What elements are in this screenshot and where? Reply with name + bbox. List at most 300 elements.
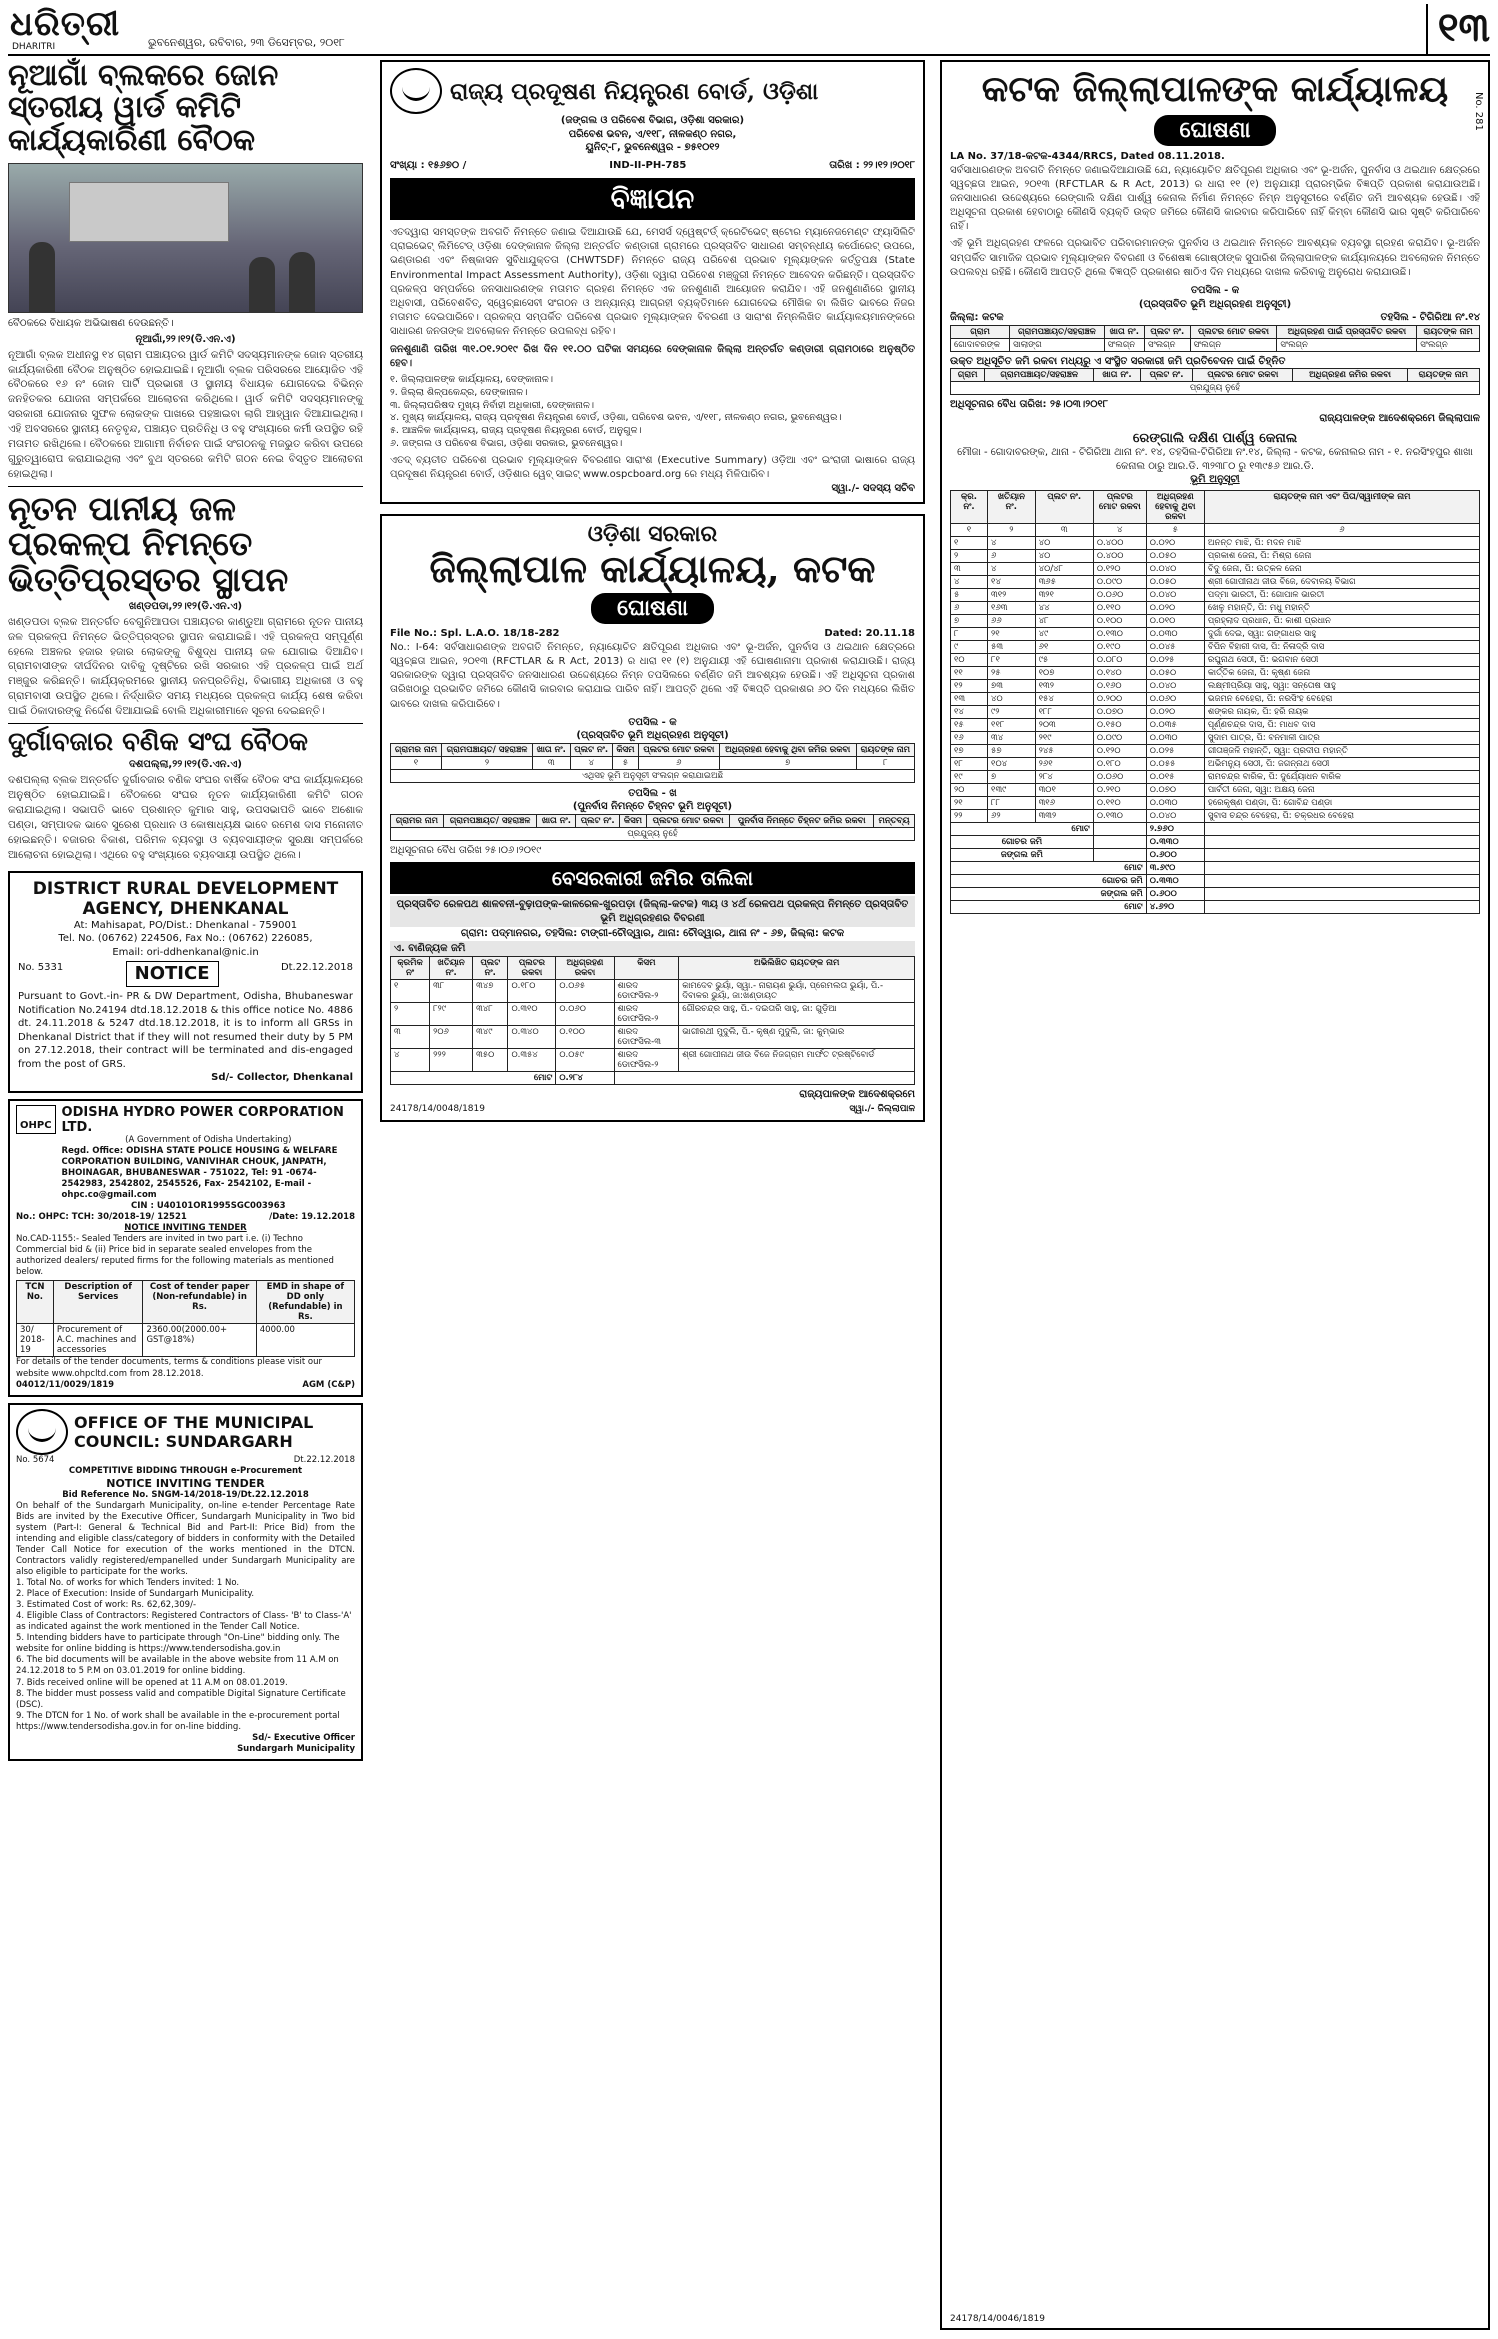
table-cell: ୨୧୯: [1035, 731, 1093, 744]
table-cell: ଭାଗୀରଥୀ ମୁଦୁଲି, ପି.- କୃଷ୍ଣ ମୁଦୁଲି, ଜା: କୁମ୍ଭାର: [679, 1026, 915, 1049]
table-cell: ଜଙ୍ଗଲ ଜମି: [951, 848, 1094, 861]
table-cell: ୪: [391, 1049, 430, 1072]
table-cell: ୦.୩୪୦: [508, 1026, 556, 1049]
table-cell: ୭: [988, 770, 1036, 783]
newspaper-logo: ଧରିତ୍ରୀ: [10, 4, 121, 44]
table-cell: ୦.୦୫୦: [1146, 549, 1204, 562]
table-cell: ଖେଳୁ ମହାନ୍ତି, ପି: ମଧୁ ମହାନ୍ତି: [1204, 601, 1479, 614]
c3-th: ଗ୍ରାମ: [951, 325, 1010, 338]
table-row: [17, 1324, 355, 1357]
table-cell: ୬: [951, 601, 988, 614]
table-cell: ୮୮: [988, 796, 1036, 809]
story2-body: ଖଣ୍ଡପଡା ବ୍ଲକ ଅନ୍ତର୍ଗତ ବେଗୁନିଆପଡା ପଞ୍ଚାୟତର କାଣ୍ଡୁଆ ଗ୍ରାମରେ ନୂତନ ପାନୀୟ ଜଳ ପ୍ରକଳ୍ପ ନିମନ୍ତେ ଭିତ୍ତିପ୍ରସ୍ତର ସ୍ଥାପନ କରାଯାଇଛି। ଏହି ପ୍ରକଳ୍ପ ସମ୍ପୂର୍ଣ୍ଣ ହେଲେ ଅଞ୍ଚଳର ହଜାର ହଜାର ଲୋକଙ୍କୁ ବିଶୁଦ୍ଧ ପାନୀୟ ଜଳ ଯୋଗାଇ ଦିଆଯିବ। ଗ୍ରାମବାସୀଙ୍କ ଦୀର୍ଘଦିନର ଦାବିକୁ ଦୃଷ୍ଟିରେ ରଖି ସରକାର ଏହି ପ୍ରକଳ୍ପ ପାଇଁ ଅର୍ଥ ମଞ୍ଜୁର କରିଛନ୍ତି। କାର୍ଯ୍ୟକ୍ରମରେ ସ୍ଥାନୀୟ ଜନପ୍ରତିନିଧି, ବିଭାଗୀୟ ଅଧିକାରୀ ଓ ବହୁ ଗ୍ରାମବାସୀ ଉପସ୍ଥିତ ଥିଲେ। ନିର୍ଦ୍ଧାରିତ ସମୟ ମଧ୍ୟରେ ପ୍ରକଳ୍ପ କାର୍ଯ୍ୟ ଶେଷ କରିବା ପାଇଁ ଠିକାଦାରଙ୍କୁ ନିର୍ଦ୍ଦେଶ ଦିଆଯାଇଛି ବୋଲି ଅଧିକାରୀମାନେ ସୂଚନା ଦେଇଛନ୍ତି।: [8, 615, 363, 718]
table-cell: ସୁଦାମ ପାତ୍ର, ପି: ବନମାଳୀ ପାତ୍ର: [1204, 731, 1479, 744]
table-cell: [1093, 848, 1146, 861]
c3-valid: ଅଧିସୂଚନାର ବୈଧ ତାରିଖ: ୨୫।୦୩।୨୦୧୮: [950, 399, 1108, 410]
c3-th: ଖାତା ନଂ.: [1104, 325, 1144, 338]
table-cell: ୦.୦୭୦: [1093, 705, 1146, 718]
c3-td: ସଂଲଗ୍ନ: [1145, 338, 1191, 351]
c3-th: ରାୟତଙ୍କ ନାମ: [1417, 325, 1480, 338]
pollution-title: ରାଜ୍ୟ ପ୍ରଦୂଷଣ ନିୟନ୍ତ୍ରଣ ବୋର୍ଡ, ଓଡ଼ିଶା: [450, 77, 819, 105]
audience-figure: [249, 257, 275, 312]
table-cell: ୧୬: [951, 731, 988, 744]
collector-title: ଜିଲ୍ଲାପାଳ କାର୍ଯ୍ୟାଳୟ, କଟକ: [429, 545, 876, 591]
table-cell: ଶାରଦ ଡୋଫସିଲ-୨: [614, 1049, 679, 1072]
table-cell: ୩୪: [988, 731, 1036, 744]
c3-s-th: ଅଧିଗ୍ରହଣ ହେବାକୁ ଥିବା ରକବା: [1146, 490, 1204, 523]
table-row: [951, 601, 1480, 614]
table-a-note: ଏଥିସହ ଭୂମି ଅନୁସୂଚୀ ସଂଲଗ୍ନ କରାଯାଇଅଛି: [391, 769, 915, 782]
c3-b-th: ପ୍ଲଟ ନଂ.: [1140, 369, 1193, 382]
story1-dateline: ନୂଆଗାଁ,୨୨।୧୨(ଡି.ଏନ.ଏ): [135, 333, 236, 345]
land-th: ଅଭିଲିଖିତ ରାୟତଙ୍କ ନାମ: [679, 957, 915, 980]
c3-body2: ଏହି ଭୂମି ଅଧିଗ୍ରହଣ ଫଳରେ ପ୍ରଭାବିତ ପରିବାରମାନଙ୍କ ପୁନର୍ବାସ ଓ ଥଇଥାନ ନିମନ୍ତେ ଆବଶ୍ୟକ ବ୍ୟବସ୍ଥା ଗ୍ରହଣ କରାଯିବ। ଭୂ-ଅର୍ଜନ ସମ୍ପର୍କିତ ସାମାଜିକ ପ୍ରଭାବ ମୂଲ୍ୟାଙ୍କନ ବିବରଣୀ ଓ ବିଶେଷଜ୍ଞ ଗୋଷ୍ଠୀଙ୍କ ସୁପାରିଶ ଜିଲ୍ଲାପାଳଙ୍କ କାର୍ଯ୍ୟାଳୟରେ ଅବଲୋକନ ନିମନ୍ତେ ଉପଲବ୍ଧ ରହିଛି। କୌଣସି ଆପତ୍ତି ଥିଲେ ବିଜ୍ଞପ୍ତି ପ୍ରକାଶର ଷାଠିଏ ଦିନ ମଧ୍ୟରେ ଦାଖଲ କରିବାକୁ ଅନୁରୋଧ କରାଯାଉଛି।: [950, 238, 1480, 278]
sundargarh-sub3: Bid Reference No. SNGM-14/2018-19/Dt.22.12.2018: [62, 1489, 309, 1500]
c3-td: ସାଲାଙ୍ଗ: [1010, 338, 1104, 351]
collector-file-no: File No.: Spl. L.A.O. 18/18-282: [390, 628, 560, 640]
sundargarh-point: 2. Place of Execution: Inside of Sundargarh Municipality.: [16, 1589, 255, 1600]
table-row: [951, 887, 1480, 900]
table-cell: ୪୮: [1035, 614, 1093, 627]
ohpc-th: EMD in shape of DD only (Refundable) in Rs.: [256, 1281, 354, 1324]
c3-schedule: ଭୂମି ଅନୁସୂଚୀ: [1190, 474, 1240, 485]
table-cell: ୦.୧୮୦: [508, 980, 556, 1003]
table-a-num: ୨: [442, 756, 533, 769]
table-cell: ୨: [951, 549, 988, 562]
table-cell: [1204, 861, 1479, 874]
table-cell: ୦.୦୫୦: [1146, 575, 1204, 588]
sundargarh-point: 3. Estimated Cost of work: Rs. 62,62,309/-: [16, 1600, 197, 1611]
table-cell: ଗୋଚର ଜମି: [951, 835, 1094, 848]
c3-side-no: No. 281: [1473, 92, 1484, 131]
table-row: [951, 731, 1480, 744]
table-cell: ୦.୦୬୦: [556, 1003, 614, 1026]
table-row: [951, 770, 1480, 783]
table-cell: ୦.୦୪୫: [1146, 640, 1204, 653]
c3-b-th: ରାୟତଙ୍କ ନାମ: [1407, 369, 1479, 382]
table-cell: ୦.୦୭୦: [1146, 783, 1204, 796]
table-cell: ୦.୦୯୦: [1093, 731, 1146, 744]
story3-headline: ଦୁର୍ଗାବଜାର ବଣିକ ସଂଘ ବୈଠକ: [8, 727, 308, 758]
table-cell: ମୋଟ: [951, 861, 1147, 874]
table-row: [391, 1026, 915, 1049]
table-cell: ବିଦୁ ଜେନା, ପି: ଉତ୍କଳ ଜେନା: [1204, 562, 1479, 575]
table-cell: ୦.୦୧୦: [1146, 614, 1204, 627]
ohpc-td: 4000.00: [256, 1324, 354, 1357]
sundargarh-sub1: COMPETITIVE BIDDING THROUGH e-Procurement: [68, 1465, 303, 1476]
c3-b-th: ଗ୍ରାମପଞ୍ଚାୟତ/ସହରାଞ୍ଚଳ: [985, 369, 1094, 382]
table-cell: ୩୬୫: [1035, 575, 1093, 588]
table-row: [951, 900, 1480, 913]
c3-s-num: ୧: [951, 523, 988, 536]
c3-th: ଗ୍ରାମପଞ୍ଚାୟତ/ସହରାଞ୍ଚଳ: [1010, 325, 1104, 338]
table-cell: ୩୪୯: [473, 1026, 508, 1049]
advertisement-banner: ବିଜ୍ଞାପନ: [390, 178, 915, 220]
c3-loc-left: ଜିଲ୍ଲା: କଟକ: [950, 312, 1004, 323]
table-row: [391, 756, 915, 769]
story1-headline: ନୂଆଗାଁ ବ୍ଲକରେ ଜୋନ ସ୍ତରୀୟ ୱାର୍ଡ କମିଟି କାର୍ଯ୍ୟକାରିଣୀ ବୈଠକ: [8, 58, 279, 158]
c3-s-th: ପ୍ଲଟ ନଂ.: [1035, 490, 1093, 523]
table-cell: ୧: [951, 536, 988, 549]
table-cell: ଅଭିମନ୍ୟୁ ସେଠୀ, ପି: ଜଗନ୍ନାଥ ସେଠୀ: [1204, 757, 1479, 770]
table-cell: ୦.୧୨୦: [1093, 562, 1146, 575]
ohpc-table: [16, 1280, 355, 1357]
sundargarh-notice: [8, 1403, 363, 1761]
ohpc-heading: NOTICE INVITING TENDER: [124, 1223, 247, 1234]
table-cell: ୩୦୧: [1035, 783, 1093, 796]
sundargarh-point: 4. Eligible Class of Contractors: Registered Contractors of Class- 'B' to Class-'A' as indicated against the work mentioned in the Tender Call Notice.: [16, 1611, 352, 1633]
sundargarh-point: 5. Intending bidders have to participate through "On-Line" bidding only. The website for online bidding is https://www.tendersodisha.gov.in: [16, 1633, 340, 1655]
table-cell: ପ୍ରକାଶ ଜେନା, ପି: ମିଶ୍ରା ଜେନା: [1204, 549, 1479, 562]
page-number: ୧୩: [1426, 4, 1490, 54]
table-cell: ରାମଚନ୍ଦ୍ର ବାରିକ, ପି: ଦୁର୍ଯ୍ୟୋଧନ ବାରିକ: [1204, 770, 1479, 783]
table-cell: ୩୨୧: [1035, 588, 1093, 601]
table-cell: ୯: [951, 640, 988, 653]
land-total: ୦.୨୮୪: [556, 1072, 614, 1085]
table-a-th: ପ୍ଲଟ ନଂ.: [570, 743, 612, 756]
table-b-th: କିସମ: [619, 814, 646, 827]
sundargarh-point: 1. Total No. of works for which Tenders invited: 1 No.: [16, 1578, 240, 1589]
land-list-loc: ଗ୍ରାମ: ପଦ୍ମାନଗର, ତହସିଲ: ଟାଙ୍ଗୀ-ଚୌଦ୍ୱାର, ଥାନା: ଚୌଦ୍ୱାର, ଥାନା ନଂ - ୬୭, ଜିଲ୍ଲା: କଟକ: [460, 928, 845, 940]
drda-date: Dt.22.12.2018: [280, 962, 353, 974]
table-cell: ୦.୦୩୦: [1146, 627, 1204, 640]
table-cell: ୦.୦୨୫: [1146, 653, 1204, 666]
pollution-body: ଏତଦ୍ୱାରା ସମସ୍ତଙ୍କ ଅବଗତି ନିମନ୍ତେ ଜଣାଇ ଦିଆଯାଉଛି ଯେ, ମେସର୍ସ ଦ୍ୱେଷ୍ଟର୍ଡ୍ କ୍ରେଟିଭେଟ୍ ଷ୍ଟୋର ମ୍ୟାନେଜମେଣ୍ଟ ଫ୍ୟାସିଲିଟି ପ୍ରାଇଭେଟ୍ ଲିମିଟେଡ୍ ଓଡ଼ିଶା ଦେଙ୍କାନାଳ ଜିଲ୍ଲା ଅନ୍ତର୍ଗତ କଣ୍ଡାରୀ ଗ୍ରାମରେ ପ୍ରସ୍ତାବିତ ସାଧାରଣ ସମ୍ବନ୍ଧୀୟ କର୍ପୋରେଟ୍ ଉପରେ, ଭଣ୍ଡାରଣ ଏବଂ ନିଷ୍କାସନ ସୁବିଧାଯୁକ୍ତତା (CHWTSDF) ନିମନ୍ତେ ରାଜ୍ୟ ପରିବେଶ ପ୍ରଭାବ ମୂଲ୍ୟାଙ୍କନ କର୍ତ୍ତୃପକ୍ଷ (State Environmental Impact Assessment Authority), ଓଡ଼ିଶା ଦ୍ୱାରା ପରିବେଶ ମଞ୍ଜୁରୀ ନିମନ୍ତେ ଆବେଦନ କରିଛନ୍ତି। ପ୍ରସ୍ତାବିତ ପ୍ରକଳ୍ପ ସମ୍ପର୍କରେ ଜନସାଧାରଣଙ୍କ ମତାମତ ଗ୍ରହଣ ନିମନ୍ତେ ଏକ ଜନଶୁଣାଣି ଆୟୋଜନ କରାଯିବ। ଏହି ଜନଶୁଣାଣିରେ ସ୍ଥାନୀୟ ଅଧିବାସୀ, ପରିବେଶବିତ୍, ସ୍ୱେଚ୍ଛାସେବୀ ସଂଗଠନ ଓ ଅନ୍ୟାନ୍ୟ ଆଗ୍ରହୀ ବ୍ୟକ୍ତିମାନେ ଯୋଗଦେଇ ମୌଖିକ ବା ଲିଖିତ ଭାବରେ ନିଜର ମତାମତ ଦେଇପାରିବେ। ପ୍ରକଳ୍ପ ସମ୍ପର୍କିତ ପରିବେଶ ପ୍ରଭାବ ମୂଲ୍ୟାଙ୍କନ ବିବରଣୀ ଓ ସାରାଂଶ ନିମ୍ନଲିଖିତ କାର୍ଯ୍ୟାଳୟମାନଙ୍କରେ ସାଧାରଣ ଜନତାଙ୍କ ଅବଲୋକନ ନିମନ୍ତେ ଉପଲବ୍ଧ ରହିବ।: [390, 227, 915, 338]
table-cell: ୦.୦୪୦: [1146, 679, 1204, 692]
table-row: [951, 718, 1480, 731]
table-cell: [1204, 848, 1479, 861]
table-cell: ୦.୦୬୦: [1093, 770, 1146, 783]
table-cell: ୩.୬୯୦: [1146, 861, 1204, 874]
c3-tapasil-sub: (ପ୍ରସ୍ତାବିତ ଭୂମି ଅଧିଗ୍ରହଣ ଅନୁସୂଚୀ): [1138, 298, 1292, 310]
sundargarh-point: 6. The bid documents will be available in the above website from 11 A.M on 24.12.2018 to 5 P.M on 03.01.2019 for online bidding.: [16, 1655, 339, 1677]
table-cell: ୧୫୪: [1035, 692, 1093, 705]
table-cell: ୮୧: [988, 653, 1036, 666]
table-row: [951, 382, 1480, 395]
ohpc-sign: AGM (C&P): [302, 1379, 355, 1390]
table-b-th: ପ୍ଲଟର ମୋଟ ରକବା: [646, 814, 729, 827]
table-cell: ୦.୦୨୫: [1146, 744, 1204, 757]
table-a-num: ୧: [391, 756, 442, 769]
table-cell: ୧୦: [951, 653, 988, 666]
c3-s-num: ୩: [1035, 523, 1093, 536]
table-row: [951, 783, 1480, 796]
pollution-ref-no: ସଂଖ୍ୟା : ୧୫୬୭୦ /: [390, 159, 467, 171]
table-cell: କାମଦେବ ଭୁୟାଁ, ସ୍ୱା.- ନାରାୟଣ ଭୁୟାଁ, ପ୍ରେମଲତା ଭୁୟାଁ, ପି.- ଦିବାକର ଭୁୟାଁ, ଜା:ଖଣ୍ଡାୟତ: [679, 980, 915, 1003]
table-cell: ଶ୍ରୀ ଗୋପୀନାଥ ଜୀଉ ବିଜେ, ଦେବାଳୟ ବିଭାଗ: [1204, 575, 1479, 588]
ohpc-code: 04012/11/0029/1819: [16, 1379, 115, 1390]
table-row: [951, 549, 1480, 562]
drda-sign: Sd/- Collector, Dhenkanal: [211, 1072, 353, 1084]
list-item: ୩. ଜିଲ୍ଲାପରିଷଦ ମୁଖ୍ୟ ନିର୍ବାହୀ ଅଧିକାରୀ, ଦେଙ୍କାନାଳ।: [390, 399, 595, 411]
table-cell: ଗୌରଚନ୍ଦ୍ର ସାହୁ, ପି.- ଦଇତାରି ସାହୁ, ଜା: ଗୁଡ଼ିଆ: [679, 1003, 915, 1026]
table-row: [391, 1049, 915, 1072]
c3-s-th: ପ୍ଲଟର ମୋଟ ରକବା: [1093, 490, 1146, 523]
table-b-title: ତପସିଲ - ଖ: [628, 787, 677, 799]
table-cell: ୮୨୯: [430, 1003, 473, 1026]
sundargarh-title-2: COUNCIL: SUNDARGARH: [74, 1431, 293, 1451]
c3-title: କଟକ ଜିଲ୍ଲାପାଳଙ୍କ କାର୍ଯ୍ୟାଳୟ: [981, 68, 1449, 110]
table-row: [951, 575, 1480, 588]
c3-ref: LA No. 37/18-କଟକ-4344/RRCS, Dated 08.11.2018.: [950, 151, 1225, 162]
table-cell: ୦.୦୨୦: [1146, 536, 1204, 549]
table-cell: ୦.୧୧୦: [1093, 601, 1146, 614]
c3-s-th: ଖତିୟାନ ନଂ.: [988, 490, 1036, 523]
table-cell: ୦.୧୩୦: [1093, 809, 1146, 822]
table-cell: ୪: [988, 536, 1036, 549]
table-cell: ୯୨: [988, 705, 1036, 718]
table-cell: ୦.୩୩୦: [1146, 874, 1204, 887]
ohpc-no: No.: OHPC: TCH: 30/2018-19/ 12521: [16, 1212, 187, 1223]
table-a: [390, 743, 915, 783]
table-row: [951, 835, 1480, 848]
c3-th: ଅଧିଗ୍ରହଣ ପାଇଁ ପ୍ରସ୍ତାବିତ ରକବା: [1277, 325, 1417, 338]
c3-gov-order: ରାଜ୍ୟପାଳଙ୍କ ଆଦେଶକ୍ରମେ ଜିଲ୍ଲାପାଳ: [1319, 412, 1480, 424]
table-row: [951, 627, 1480, 640]
table-cell: ୪: [988, 562, 1036, 575]
table-row: [951, 588, 1480, 601]
table-cell: ୪୪: [1035, 601, 1093, 614]
speaker-figure: [29, 242, 55, 312]
right-column: [940, 60, 1490, 2330]
table-cell: ୧୧: [951, 666, 988, 679]
ohpc-th: Cost of tender paper (Non-refundable) in Rs.: [143, 1281, 256, 1324]
ohpc-th: Description of Services: [53, 1281, 143, 1324]
c3-tapasil-title: ତପସିଲ - କ: [1190, 285, 1240, 296]
drda-title-2: AGENCY, DHENKANAL: [82, 898, 289, 919]
story1-body: ନୂଆଗାଁ ବ୍ଲକ ଅଧୀନସ୍ଥ ୧୪ ଗ୍ରାମ ପଞ୍ଚାୟତର ୱାର୍ଡ କମିଟି ସଦସ୍ୟମାନଙ୍କ ଜୋନ ସ୍ତରୀୟ କାର୍ଯ୍ୟକାରିଣୀ ବୈଠକ ଅନୁଷ୍ଠିତ ହୋଇଯାଇଛି। ନୂଆଗାଁ ବ୍ଲକ ପରିସରରେ ଆୟୋଜିତ ଏହି ବୈଠକରେ ୧୬ ନଂ ଜୋନ ପାର୍ଟି ପ୍ରଭାରୀ ଓ ସ୍ଥାନୀୟ ବିଧାୟକ ଯୋଗଦେଇ ବିଭିନ୍ନ ଜନହିତକର ଯୋଜନା ସମ୍ପର୍କରେ ଆଲୋଚନା କରିଥିଲେ। ୱାର୍ଡ କମିଟି ସଦସ୍ୟମାନଙ୍କୁ ସରକାରୀ ଯୋଜନାର ସୁଫଳ ଲୋକଙ୍କ ପାଖରେ ପହଞ୍ଚାଇବା ଲାଗି ଆହ୍ୱାନ ଦିଆଯାଇଥିଲା। ଏହି ଅବସରରେ ସ୍ଥାନୀୟ ନେତୃବୃନ୍ଦ, ପଞ୍ଚାୟତ ପ୍ରତିନିଧି ଓ ବହୁ ସଂଖ୍ୟାରେ କର୍ମୀ ଉପସ୍ଥିତ ରହି ମତାମତ ରଖିଥିଲେ। ବୈଠକରେ ଆଗାମୀ ନିର୍ବାଚନ ପାଇଁ ସଂଗଠନକୁ ମଜଭୁତ କରିବା ଉପରେ ଗୁରୁତ୍ୱାରୋପ କରାଯାଇଥିଲା ଏବଂ ବୁଥ ସ୍ତରରେ କମିଟି ଗଠନ ନେଇ ବିସ୍ତୃତ ଆଲୋଚନା ହୋଇଥିଲା।: [8, 348, 363, 480]
table-cell: ୯୫: [1035, 653, 1093, 666]
c3-canal-loc: ମୌଜା - ଗୋଦାବରଙ୍କ, ଥାନା - ଟିଗିରିଆ ଥାନା ନଂ. ୧୪, ତହସିଲ-ଟିଗିରିଆ ନଂ.୧୪, ଜିଲ୍ଲା - କଟକ, କେନାଲର ନାମ - ୧. ନରସିଂହପୁର ଶାଖା କେନାଲ ଠାରୁ ଆର.ଡି. ୩୨୩୮୦ ରୁ ୧୩୯୫୬ ଆର.ଡି.: [957, 447, 1473, 472]
land-table: [390, 956, 915, 1085]
table-cell: ୨୬୧: [1035, 757, 1093, 770]
table-row: [951, 757, 1480, 770]
pollution-hearing: ଜନଶୁଣାଣି ତାରିଖ ୩୧.୦୧.୨୦୧୯ ରିଖ ଦିନ ୧୧.୦୦ ଘଟିକା ସମୟରେ ଦେଙ୍କାନାଳ ଜିଲ୍ଲା ଅନ୍ତର୍ଗତ କଣ୍ଡାରୀ ଗ୍ରାମଠାରେ ଅନୁଷ୍ଠିତ ହେବ।: [390, 343, 915, 369]
table-cell: ପଦ୍ମା ଭାରତୀ, ପି: ଗୋପାଳ ଭାରତୀ: [1204, 588, 1479, 601]
table-cell: ୨୦୩: [1035, 718, 1093, 731]
table-cell: ୪୦: [1035, 536, 1093, 549]
table-cell: ୨୨: [951, 809, 988, 822]
left-column: [8, 60, 363, 1761]
table-cell: ୦.୧୨୦: [1093, 744, 1146, 757]
c3-schedule-table: [950, 490, 1480, 914]
sundargarh-intro: On behalf of the Sundargarh Municipality, on-line e-tender Percentage Rate Bids are invited by the Executive Officer, Sundargarh Municipality in Two bid system (Part-I: General & Technical Bid and Part-II: Price Bid) from the intending and eligible class/category of bidders in conformity with the Detailed Tender Call Notice for execution of the works mentioned in the DTCN. Contractors validly registered/empanelled under Sundargarh Municipality are also eligible to participate for the works.: [16, 1500, 355, 1578]
collector-badge: ଘୋଷଣା: [591, 593, 714, 624]
land-list-sub: ପ୍ରସ୍ତାବିତ ରେଳପଥ ଶାଳବନୀ-ବୁଢ଼ାପଙ୍କ-କାଳରେଳ-ଖୁରପଡ଼ା (ଜିଲ୍ଲା-କଟକ) ୩ୟ ଓ ୪ର୍ଥ ରେଳପଥ ପ୍ରକଳ୍ପ ନିମନ୍ତେ ପ୍ରସ୍ତାବିତ ଭୂମି ଅଧିଗ୍ରହଣର ବିବରଣୀ: [390, 896, 915, 927]
drda-notice: [8, 871, 363, 1093]
land-th: କ୍ରମିକ ନଂ: [391, 957, 430, 980]
table-b: [390, 814, 915, 841]
table-a-th: ଗ୍ରାମପଞ୍ଚାୟତ/ ସହରାଞ୍ଚଳ: [442, 743, 533, 756]
table-a-num: ୬: [638, 756, 719, 769]
table-row: [391, 980, 915, 1003]
c3-tapasil-b-title: ଉକ୍ତ ଅଧିସୂଚିତ ଜମି ରକବା ମଧ୍ୟରୁ ଏ ସଂସ୍ଥିତ ସରକାରୀ ଜମି ପ୍ରତିବେଦନ ପାଇଁ ଚିହ୍ନିତ: [950, 355, 1286, 367]
table-cell: ମୋଟ: [951, 900, 1147, 913]
c3-total-label: ମୋଟ: [951, 822, 1094, 835]
land-list-title: ବେସରକାରୀ ଜମିର ତାଲିକା: [390, 862, 915, 894]
table-cell: ୧୦୭: [1035, 666, 1093, 679]
c3-b-note: ପ୍ରଯୁଜ୍ୟ ନୁହେଁ: [951, 382, 1480, 395]
story1-photo-caption: ବୈଠକରେ ବିଧାୟକ ଅଭିଭାଷଣ ଦେଉଛନ୍ତି।: [8, 318, 174, 330]
board-emblem-icon: [390, 68, 442, 114]
drda-no: No. 5331: [18, 962, 64, 974]
table-row: [951, 861, 1480, 874]
table-cell: ୧୫: [951, 718, 988, 731]
collector-body: No.: I-64: ସର୍ବସାଧାରଣଙ୍କ ଅବଗତି ନିମନ୍ତେ, ନ୍ୟାୟୋଚିତ କ୍ଷତିପୂରଣ ଅଧିକାର ଏବଂ ଭୂ-ଅର୍ଜନ, ପୁନର୍ବାସ ଓ ଥଇଥାନ କ୍ଷେତ୍ରରେ ସ୍ୱଚ୍ଛତା ଆଇନ, ୨୦୧୩ (RFCTLAR & R Act, 2013) ର ଧାରା ୧୧ (୧) ଅନୁଯାୟୀ ଏହି ଘୋଷଣାନାମା ପ୍ରକାଶ କରାଯାଉଛି। ରାଜ୍ୟ ସରକାରଙ୍କ ଦ୍ୱାରା ପ୍ରସ୍ତାବିତ ଜନସାଧାରଣ ଉଦ୍ଦେଶ୍ୟରେ ନିମ୍ନ ତପସିଲରେ ବର୍ଣ୍ଣିତ ଜମି ଆବଶ୍ୟକ ହେଉଛି। ଏହି ଅଧିସୂଚନା ପ୍ରକାଶ ତାରିଖଠାରୁ ପ୍ରଭାବିତ ଜମିରେ କୌଣସି କାରବାର କରାଯାଇ ପାରିବ ନାହିଁ। ଆପତ୍ତି ଥିଲେ ଏହି ବିଜ୍ଞପ୍ତି ପ୍ରକାଶର ୬୦ ଦିନ ମଧ୍ୟରେ ଲିଖିତ ଭାବରେ ଦାଖଲ କରିପାରିବେ।: [390, 641, 915, 710]
table-cell: ୦.୦୮୦: [1093, 653, 1146, 666]
drda-address: At: Mahisapat, PO/Dist.: Dhenkanal - 759001: [73, 919, 298, 931]
sundargarh-date: Dt.22.12.2018: [293, 1454, 355, 1465]
masthead: [8, 4, 1490, 56]
table-cell: ଶାରଦ ଡୋଫସିଲ-୨: [614, 980, 679, 1003]
list-item: ୫. ଆଞ୍ଚଳିକ କାର୍ଯ୍ୟାଳୟ, ରାଜ୍ୟ ପ୍ରଦୂଷଣ ନିୟନ୍ତ୍ରଣ ବୋର୍ଡ, ଅନୁଗୁଳ।: [390, 425, 642, 437]
table-row: [951, 679, 1480, 692]
table-cell: ୩୩୨: [1035, 809, 1093, 822]
table-cell: ୬୬: [988, 614, 1036, 627]
table-a-num: ୮: [856, 756, 914, 769]
table-cell: ରଘୁନାଥ ସେଠୀ, ପି: ଭଗବାନ ସେଠୀ: [1204, 653, 1479, 666]
table-cell: ୭: [951, 614, 988, 627]
table-cell: ୧୦୪: [988, 757, 1036, 770]
table-cell: ୨୫: [988, 666, 1036, 679]
land-th: ଅଧିଗ୍ରହଣ ରକବା: [556, 957, 614, 980]
table-cell: ସୁବାସ ଚନ୍ଦ୍ର ବେହେରା, ପି: ଚକ୍ରଧର ବେହେରା: [1204, 809, 1479, 822]
table-cell: ଶଙ୍କର ନାୟକ, ପି: ହରି ନାୟକ: [1204, 705, 1479, 718]
table-cell: ୦.୦୩୦: [1146, 796, 1204, 809]
cuttack-collector-notice: [940, 60, 1490, 2330]
table-a-num: ୭: [719, 756, 856, 769]
table-cell: ୧୪: [951, 705, 988, 718]
c3-tapasil-table: [950, 325, 1480, 352]
table-cell: ଭଜମନ ବେହେରା, ପି: ନରସିଂହ ବେହେରା: [1204, 692, 1479, 705]
ohpc-td: 30/ 2018-19: [17, 1324, 54, 1357]
table-cell: ଶାରଦ ଡୋଫସିଲ-୨: [614, 1003, 679, 1026]
ohpc-notice: [8, 1099, 363, 1397]
table-cell: ୦.୬୦୦: [1146, 848, 1204, 861]
pollution-ref-date: ତାରିଖ : ୨୨।୧୨।୨୦୧୮: [829, 159, 915, 171]
story3-body: ଦଶପଲ୍ଲା ବ୍ଲକ ଅନ୍ତର୍ଗତ ଦୁର୍ଗାବଜାର ବଣିକ ସଂଘର ବାର୍ଷିକ ବୈଠକ ସଂଘ କାର୍ଯ୍ୟାଳୟରେ ଅନୁଷ୍ଠିତ ହୋଇଯାଇଛି। ବୈଠକରେ ସଂଘର ନୂତନ କାର୍ଯ୍ୟକାରିଣୀ କମିଟି ଗଠନ କରାଯାଇଥିଲା। ସଭାପତି ଭାବେ ପ୍ରଶାନ୍ତ କୁମାର ସାହୁ, ଉପସଭାପତି ଭାବେ ଅଶୋକ ପଣ୍ଡା, ସମ୍ପାଦକ ଭାବେ ସୁରେଶ ପ୍ରଧାନ ଓ କୋଷାଧ୍ୟକ୍ଷ ଭାବେ ରମେଶ ଦାସ ମନୋନୀତ ହୋଇଛନ୍ତି। ବଜାରର ବିକାଶ, ପରିମଳ ବ୍ୟବସ୍ଥା ଓ ବ୍ୟବସାୟୀଙ୍କ ସୁରକ୍ଷା ସମ୍ପର୍କରେ ଆଲୋଚନା ହୋଇଥିଲା। ଏଥିରେ ବହୁ ସଂଖ୍ୟାରେ ବ୍ୟବସାୟୀ ଉପସ୍ଥିତ ଥିଲେ।: [8, 774, 363, 861]
drda-tel: Tel. No. (06762) 224506, Fax No.: (06762) 226085,: [58, 933, 313, 945]
issue-dateline: ଭୁବନେଶ୍ୱର, ରବିବାର, ୨୩ ଡିସେମ୍ବର, ୨୦୧୮: [148, 36, 345, 49]
table-cell: ୫୩: [988, 640, 1036, 653]
story2-headline: ନୂତନ ପାନୀୟ ଜଳ ପ୍ରକଳ୍ପ ନିମନ୍ତେ ଭିତ୍ତିପ୍ରସ୍ତର ସ୍ଥାପନ: [8, 488, 289, 600]
table-row: [951, 692, 1480, 705]
table-cell: ୦.୦୩୦: [1146, 731, 1204, 744]
table-cell: ୦.୧୦୦: [1093, 614, 1146, 627]
ohpc-regd: Regd. Office: ODISHA STATE POLICE HOUSING & WELFARE CORPORATION BUILDING, VANIVIHAR CHOUK, JANPATH, BHOINAGAR, BHUBANESWAR - 751022, Tel: 91 -0674-2542983, 2542802, 2545526, Fax- 2542102, E-mail - ohpc.co@gmail.com: [61, 1145, 338, 1201]
table-row: [951, 614, 1480, 627]
c3-s-th: ରାୟତଙ୍କ ନାମ ଏବଂ ପିତା/ସ୍ୱାମୀଙ୍କ ନାମ: [1204, 490, 1479, 523]
table-cell: ୦.୦୩୫: [1146, 718, 1204, 731]
table-cell: ୦.୧୬୦: [1093, 679, 1146, 692]
table-cell: ୪୯: [1035, 627, 1093, 640]
table-cell: ୬୧: [1035, 640, 1093, 653]
table-cell: ୦.୩୫୪: [508, 1049, 556, 1072]
c3-b-th: ଅଧିଗ୍ରହଣ ଜମିର ରକବା: [1293, 369, 1407, 382]
table-row: [391, 769, 915, 782]
table-cell: ୬୨: [988, 809, 1036, 822]
land-th: ପ୍ଲଟ ନଂ.: [473, 957, 508, 980]
table-cell: ୦.୦୪୦: [1146, 809, 1204, 822]
table-a-sub: (ପ୍ରସ୍ତାବିତ ଭୂମି ଅଧିଗ୍ରହଣ ଅନୁସୂଚୀ): [576, 730, 729, 742]
table-cell: ୦.୨୦୦: [1093, 692, 1146, 705]
table-row: [391, 1003, 915, 1026]
table-row: [951, 822, 1480, 835]
table-row: [951, 705, 1480, 718]
ohpc-date: /Date: 19.12.2018: [269, 1212, 355, 1223]
pollution-sub3: ୟୁନିଟ୍-୮, ଭୁବନେଶ୍ୱର - ୭୫୧୦୧୨: [585, 142, 720, 153]
table-cell: ୦.୧୮୦: [1093, 757, 1146, 770]
table-cell: ୦.୩୧୦: [508, 1003, 556, 1026]
pollution-sign: ସ୍ୱା./- ସଦସ୍ୟ ସଚିବ: [831, 483, 915, 495]
c3-s-num: ୨: [988, 523, 1036, 536]
table-b-th: ଖାତା ନଂ.: [537, 814, 576, 827]
table-b-th: ଗ୍ରାମପଞ୍ଚାୟତ/ ସହରାଞ୍ଚଳ: [443, 814, 537, 827]
collector-gov: ଓଡ଼ିଶା ସରକାର: [587, 521, 718, 547]
table-b-note: ପ୍ରଯୁଜ୍ୟ ନୁହେଁ: [391, 827, 915, 840]
sundargarh-no: No. 5674: [16, 1454, 55, 1465]
c3-body1: ସର୍ବସାଧାରଣଙ୍କ ଅବଗତି ନିମନ୍ତେ ଜଣାଇଦିଆଯାଉଛି ଯେ, ନ୍ୟାୟୋଚିତ କ୍ଷତିପୂରଣ ଅଧିକାର ଏବଂ ଭୂ-ଅର୍ଜନ, ପୁନର୍ବାସ ଓ ଥଇଥାନ କ୍ଷେତ୍ରରେ ସ୍ୱଚ୍ଛତା ଆଇନ, ୨୦୧୩ (RFCTLAR & R Act, 2013) ର ଧାରା ୧୧ (୧) ଅନୁଯାୟୀ ପ୍ରାରମ୍ଭିକ ବିଜ୍ଞପ୍ତି ପ୍ରକାଶ କରାଯାଉଅଛି। ଜନସାଧାରଣ ଉଦ୍ଦେଶ୍ୟରେ ରେଙ୍ଗାଲି ଦକ୍ଷିଣ ପାର୍ଶ୍ୱ କେନାଲ ନିର୍ମାଣ ନିମନ୍ତେ ନିମ୍ନ ଅନୁସୂଚୀରେ ବର୍ଣ୍ଣିତ ଜମି ଆବଶ୍ୟକ ହେଉଛି। ଏହି ଅଧିସୂଚନା ପ୍ରକାଶ ହେବାଠାରୁ କୌଣସି ବ୍ୟକ୍ତି ଉକ୍ତ ଜମିରେ କୌଣସି କାରବାର କରିପାରିବେ ନାହିଁ କିମ୍ବା କୌଣସି ଭାର ସୃଷ୍ଟି କରିପାରିବେ ନାହିଁ।: [950, 164, 1480, 233]
table-cell: ୦.୧୫୦: [1093, 718, 1146, 731]
table-cell: [1204, 900, 1479, 913]
table-row: [951, 809, 1480, 822]
table-cell: ୦.୧୧୦: [1093, 796, 1146, 809]
land-th: ପ୍ଲଟର ରକବା: [508, 957, 556, 980]
c3-b-th: ଗ୍ରାମ: [951, 369, 985, 382]
pollution-sub1: (ଜଙ୍ଗଲ ଓ ପରିବେଶ ବିଭାଗ, ଓଡ଼ିଶା ସରକାର): [560, 115, 745, 126]
ohpc-td: Procurement of A.C. machines and accessories: [53, 1324, 143, 1357]
table-cell: ୪୦: [988, 692, 1036, 705]
table-cell: ୦.୧୪୦: [1093, 666, 1146, 679]
table-cell: ୩୫୦: [473, 1049, 508, 1072]
sundargarh-sign-1: Sd/- Executive Officer: [252, 1732, 355, 1743]
ohpc-cin: CIN : U40101OR1995SGC003963: [130, 1201, 286, 1212]
table-cell: ୦.୬୦୦: [1146, 887, 1204, 900]
table-cell: ୦.୦୪୦: [1146, 588, 1204, 601]
table-cell: ୪୦: [1035, 549, 1093, 562]
table-cell: ୩୪୭: [473, 980, 508, 1003]
c3-code: 24178/14/0046/1819: [950, 2314, 1045, 2324]
table-row: [951, 796, 1480, 809]
table-cell: ୨୦୬: [430, 1026, 473, 1049]
land-total-label: ମୋଟ: [391, 1072, 556, 1085]
pollution-sub2: ପରିବେଶ ଭବନ, ଏ/୧୧୮, ନୀଳକଣ୍ଠ ନଗର,: [568, 128, 737, 140]
table-cell: ୨୧: [988, 627, 1036, 640]
table-cell: ୦.୩୩୦: [1146, 835, 1204, 848]
ohpc-logo: OHPC: [16, 1105, 56, 1134]
c3-td: ସଂଲଗ୍ନ: [1190, 338, 1277, 351]
table-cell: [1093, 835, 1146, 848]
table-a-th: ଗ୍ରାମର ନାମ: [391, 743, 442, 756]
list-item: ୬. ଜଙ୍ଗଲ ଓ ପରିବେଶ ବିଭାଗ, ଓଡ଼ିଶା ସରକାର, ଭୁବନେଶ୍ୱର।: [390, 437, 623, 449]
table-cell: ୨୮୪: [1035, 770, 1093, 783]
table-cell: ଜଙ୍ଗଲ ଜମି: [951, 887, 1147, 900]
c3-b-th: ଖାତା ନଂ.: [1094, 369, 1141, 382]
table-cell: ୩: [951, 562, 988, 575]
table-cell: ୧୩୨: [1035, 679, 1093, 692]
collector-sign-top: ରାଜ୍ୟପାଳଙ୍କ ଆଦେଶକ୍ରମେ: [799, 1089, 915, 1101]
land-th: କିସମ: [614, 957, 679, 980]
table-a-th: ରାୟତଙ୍କ ନାମ: [856, 743, 914, 756]
story3-dateline: ଦଶପଲ୍ଲା,୨୨।୧୨(ଡି.ଏନ.ଏ): [129, 759, 242, 771]
collector-dated: Dated: 20.11.18: [824, 628, 915, 640]
table-cell: ୦.୧୯୦: [1093, 640, 1146, 653]
table-cell: ୬: [988, 549, 1036, 562]
table-row: [391, 827, 915, 840]
table-a-num: ୫: [612, 756, 638, 769]
table-a-th: ପ୍ଲଟର ମୋଟ ରକବା: [638, 743, 719, 756]
table-cell: [1204, 887, 1479, 900]
